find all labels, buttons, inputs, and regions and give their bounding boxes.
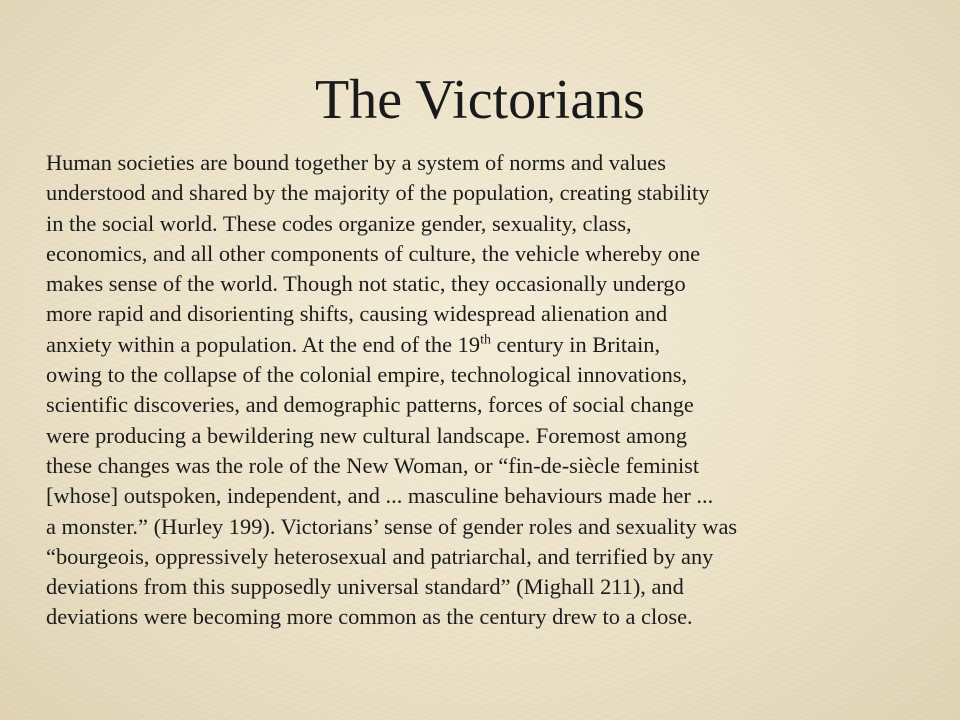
body-line: economics, and all other components of culture, the vehicle whereby one xyxy=(46,240,701,266)
body-line-segment: anxiety within a population. At the end of the 19 xyxy=(46,331,481,357)
body-line: more rapid and disorienting shifts, causing widespread alienation and xyxy=(46,301,668,327)
body-line xyxy=(46,330,926,360)
body-line: in the social world. These codes organize gender, sexuality, class, xyxy=(46,210,632,236)
body-line: these changes was the role of the New Woman, or “fin-de-siècle feminist xyxy=(46,452,700,478)
body-line: makes sense of the world. Though not static, they occasionally undergo xyxy=(46,271,686,297)
body-line: [whose] outspoken, independent, and ... masculine behaviours made her ... xyxy=(46,483,714,509)
body-line: were producing a bewildering new cultural landscape. Foremost among xyxy=(46,422,688,448)
body-line-segment: century in Britain, xyxy=(490,331,661,357)
ordinal-superscript: th xyxy=(480,332,491,348)
body-line: owing to the collapse of the colonial empire, technological innovations, xyxy=(46,362,688,388)
slide-title: The Victorians xyxy=(315,69,645,131)
body-paragraph xyxy=(46,148,926,633)
body-line: scientific discoveries, and demographic patterns, forces of social change xyxy=(46,392,694,418)
body-line: “bourgeois, oppressively heterosexual and patriarchal, and terrified by any xyxy=(46,543,714,569)
body-line: a monster.” (Hurley 199). Victorians’ sense of gender roles and sexuality was xyxy=(46,513,738,539)
body-line: understood and shared by the majority of the population, creating stability xyxy=(46,180,710,206)
body-line: Human societies are bound together by a system of norms and values xyxy=(46,150,666,175)
body-line: deviations were becoming more common as the century drew to a close. xyxy=(46,604,693,630)
body-line: deviations from this supposedly universal standard” (Mighall 211), and xyxy=(46,574,684,600)
